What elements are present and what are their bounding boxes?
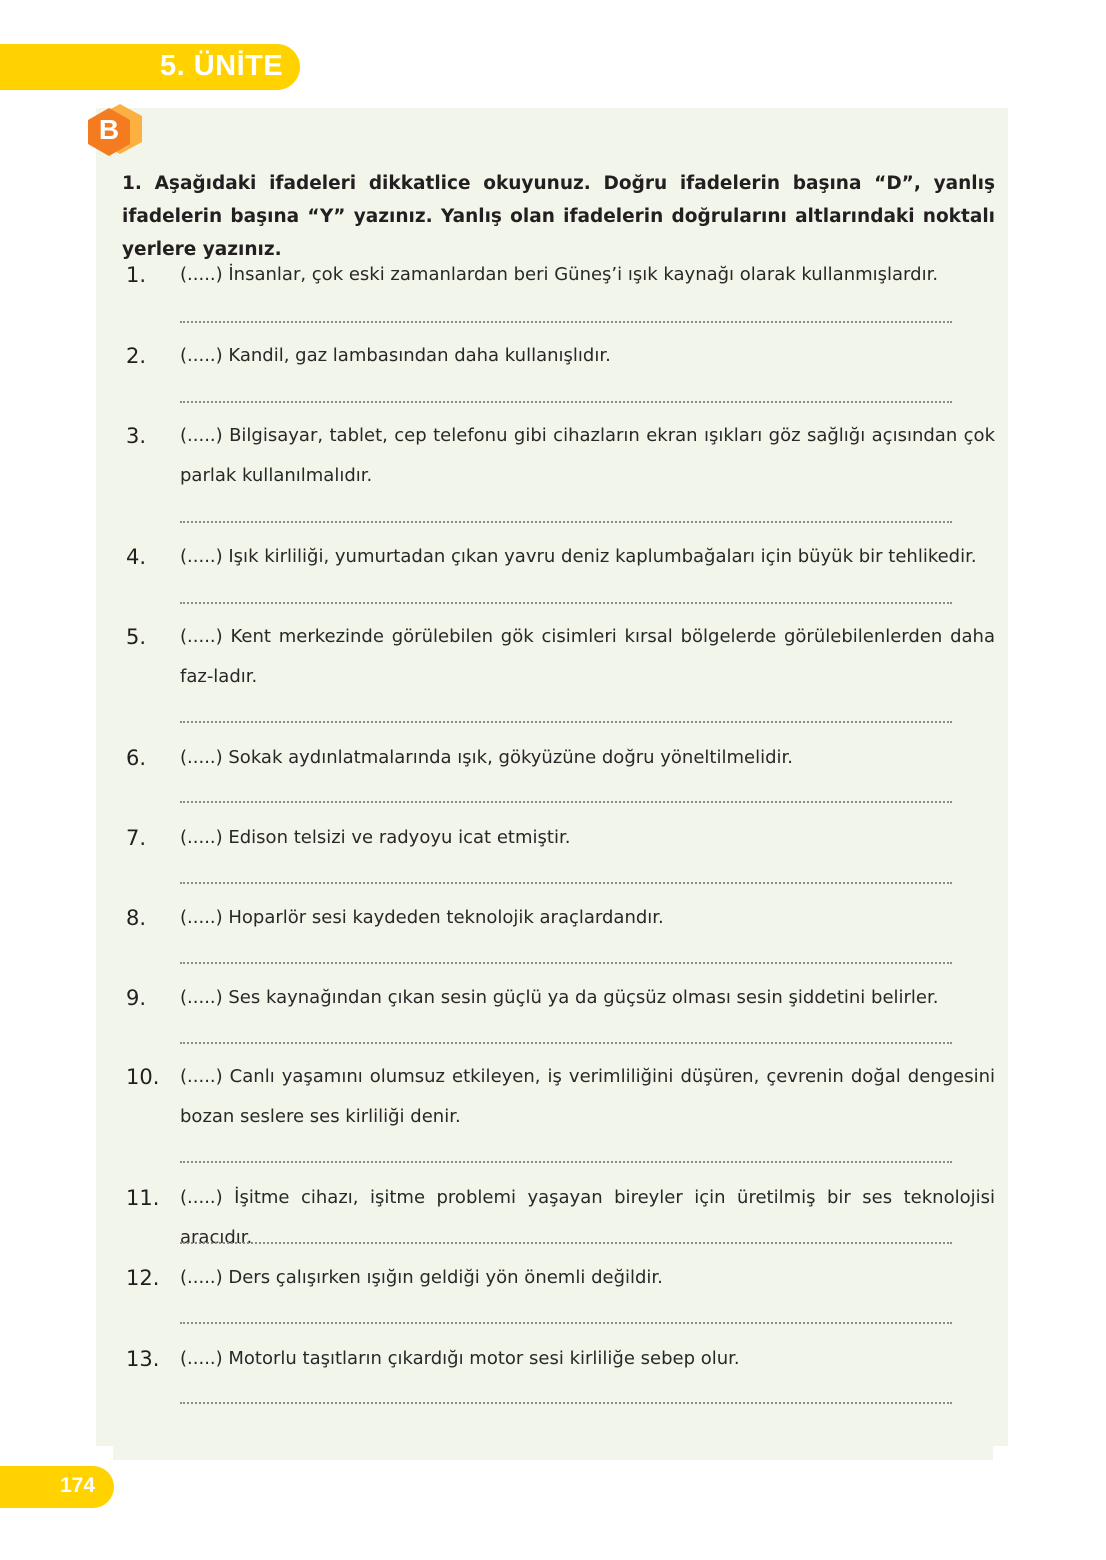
answer-line[interactable] <box>180 962 952 964</box>
section-badge <box>84 102 146 164</box>
question-number: 1. <box>126 263 147 287</box>
answer-line[interactable] <box>180 882 952 884</box>
question-number: 13. <box>126 1347 160 1371</box>
question-text: (.....) Edison telsizi ve radyoyu icat etmiştir. <box>180 827 571 848</box>
answer-line[interactable] <box>180 721 952 723</box>
page-number-tab <box>0 1466 114 1508</box>
question-text: (.....) Ders çalışırken ışığın geldiği yön önemli değildir. <box>180 1267 663 1288</box>
question-number: 10. <box>126 1065 160 1089</box>
question-number: 3. <box>126 424 147 448</box>
page-number: 174 <box>60 1474 96 1497</box>
question-number: 12. <box>126 1266 160 1290</box>
answer-line[interactable] <box>180 1242 952 1244</box>
question-number: 8. <box>126 906 147 930</box>
question-text: (.....) İşitme cihazı, işitme problemi yaşayan bireyler için üretilmiş bir ses teknolojisi aracıdır. <box>180 1187 995 1248</box>
question-number: 2. <box>126 344 147 368</box>
answer-line[interactable] <box>180 521 952 523</box>
question-text: (.....) İnsanlar, çok eski zamanlardan beri Güneş’i ışık kaynağı olarak kullanmışlardır. <box>180 264 939 285</box>
question-number: 5. <box>126 625 147 649</box>
question-text: (.....) Kent merkezinde görülebilen gök cisimleri kırsal bölgelerde görülebilenlerden daha faz-ladır. <box>180 626 995 687</box>
question-text: (.....) Kandil, gaz lambasından daha kullanışlıdır. <box>180 345 611 366</box>
panel-bottom-edge <box>113 1446 993 1460</box>
question-number: 11. <box>126 1186 160 1210</box>
answer-line[interactable] <box>180 1161 952 1163</box>
question-text: (.....) Motorlu taşıtların çıkardığı motor sesi kirliliğe sebep olur. <box>180 1348 740 1369</box>
answer-line[interactable] <box>180 801 952 803</box>
section-letter: B <box>98 114 120 145</box>
question-text: (.....) Ses kaynağından çıkan sesin güçlü ya da güçsüz olması sesin şiddetini belirler. <box>180 987 939 1008</box>
question-text: (.....) Bilgisayar, tablet, cep telefonu gibi cihazların ekran ışıkları göz sağlığı açısından çok parlak kullanılmalıdır. <box>180 425 995 486</box>
answer-line[interactable] <box>180 1402 952 1404</box>
answer-line[interactable] <box>180 321 952 323</box>
answer-line[interactable] <box>180 1322 952 1324</box>
unit-label: 5. ÜNİTE <box>160 50 284 82</box>
answer-line[interactable] <box>180 602 952 604</box>
question-number: 4. <box>126 545 147 569</box>
question-number: 9. <box>126 986 147 1010</box>
instruction-text: 1. Aşağıdaki ifadeleri dikkatlice okuyunuz. Doğru ifadelerin başına “D”, yanlış ifadelerin başına “Y” yazınız. Yanlış olan ifadelerin doğrularını altlarındaki noktalı yerlere yazınız. <box>122 173 995 260</box>
answer-line[interactable] <box>180 1042 952 1044</box>
answer-line[interactable] <box>180 401 952 403</box>
question-text: (.....) Canlı yaşamını olumsuz etkileyen, iş verimliliğini düşüren, çevrenin doğal dengesini bozan seslere ses kirliliği denir. <box>180 1066 995 1127</box>
unit-tab <box>0 44 300 90</box>
question-text: (.....) Hoparlör sesi kaydeden teknolojik araçlardandır. <box>180 907 664 928</box>
question-text: (.....) Işık kirliliği, yumurtadan çıkan yavru deniz kaplumbağaları için büyük bir tehlikedir. <box>180 546 977 567</box>
question-text: (.....) Sokak aydınlatmalarında ışık, gökyüzüne doğru yöneltilmelidir. <box>180 747 793 768</box>
question-number: 6. <box>126 746 147 770</box>
question-number: 7. <box>126 826 147 850</box>
